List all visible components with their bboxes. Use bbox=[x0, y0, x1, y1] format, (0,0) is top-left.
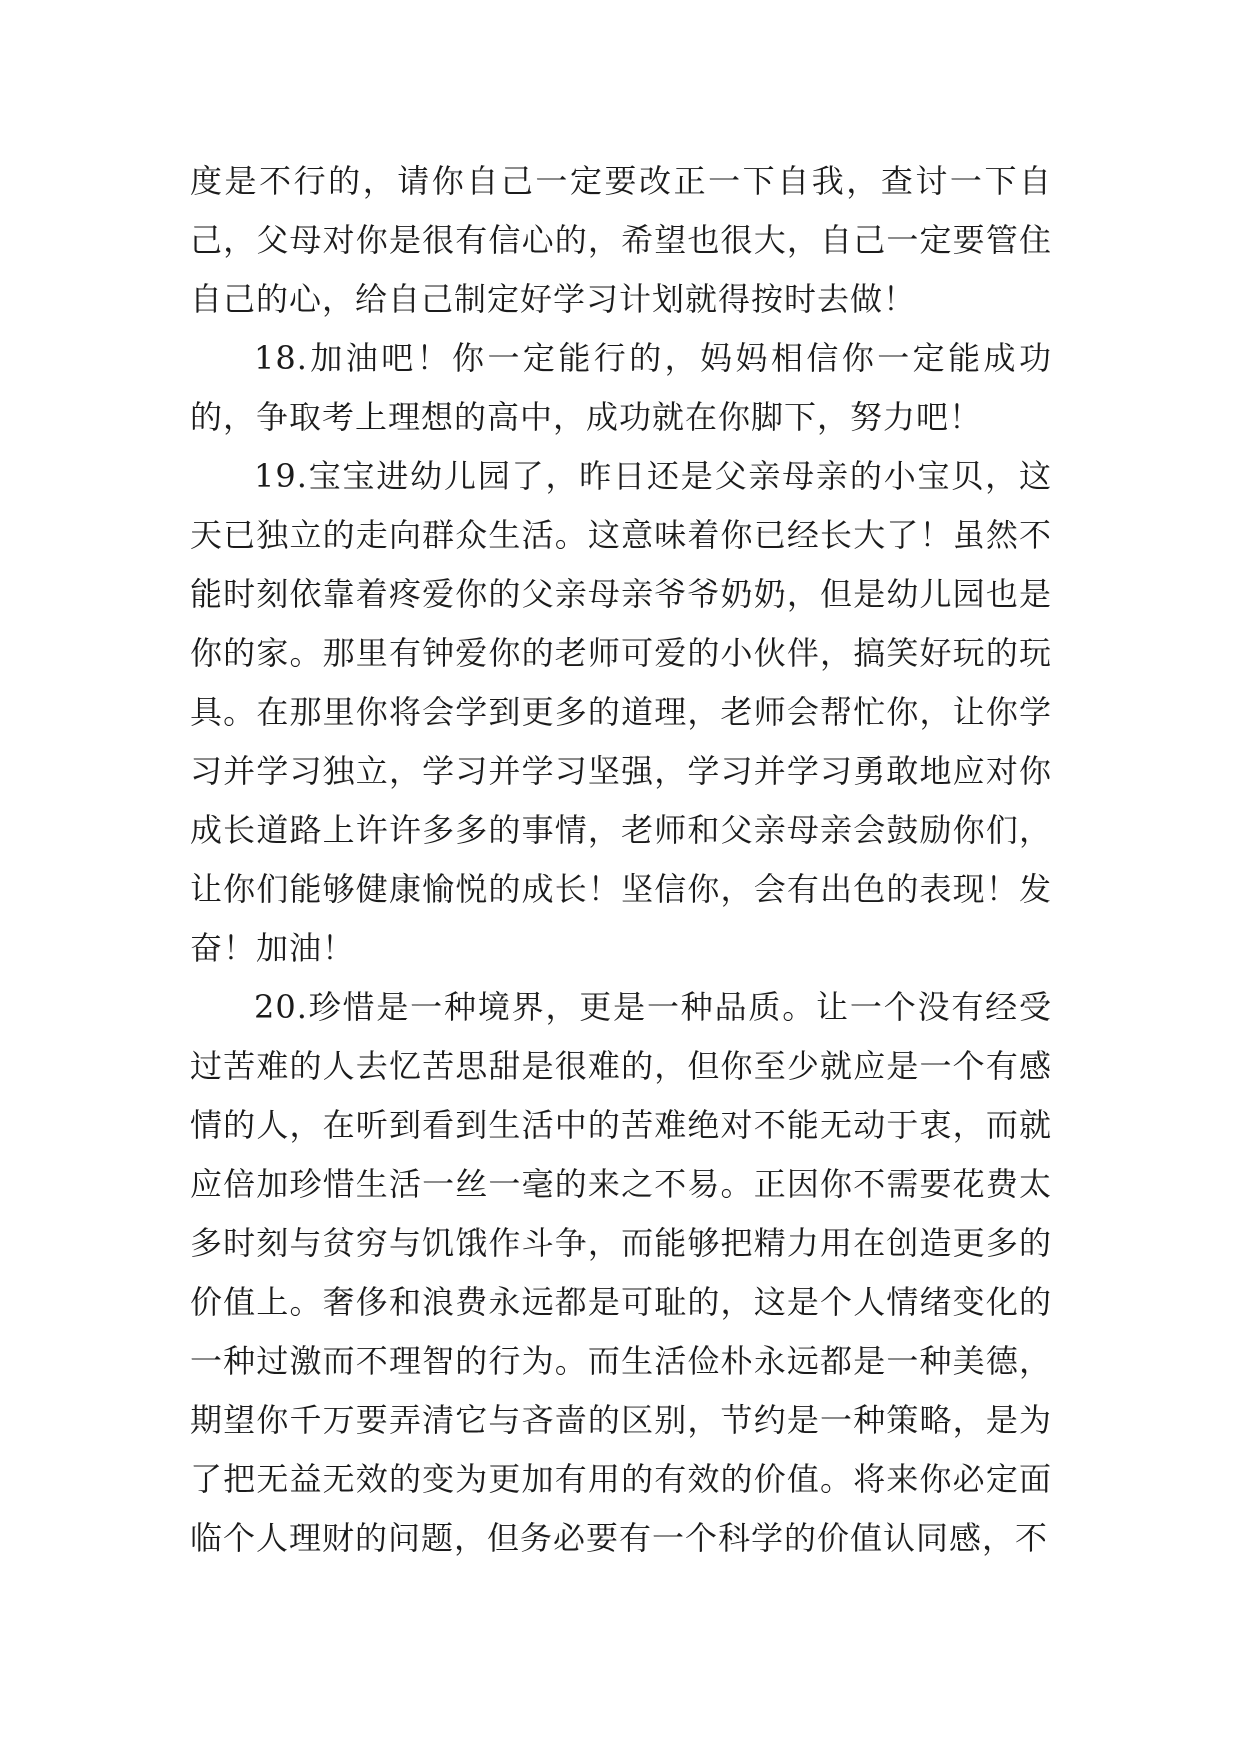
paragraph-18: 18.加油吧！你一定能行的，妈妈相信你一定能成功的，争取考上理想的高中，成功就在你脚下，努力吧！ bbox=[190, 339, 1052, 436]
paragraph-19: 19.宝宝进幼儿园了，昨日还是父亲母亲的小宝贝，这天已独立的走向群众生活。这意味着你已经长大了！虽然不能时刻依靠着疼爱你的父亲母亲爷爷奶奶，但是幼儿园也是你的家。那里有钟爱你的老师可爱的小伙伴，搞笑好玩的玩具。在那里你将会学到更多的道理，老师会帮忙你，让你学习并学习独立，学习并学习坚强，学习并学习勇敢地应对你成长道路上许许多多的事情，老师和父亲母亲会鼓励你们，让你们能够健康愉悦的成长！坚信你，会有出色的表现！发奋！加油！ bbox=[190, 457, 1052, 967]
paragraph-20: 20.珍惜是一种境界，更是一种品质。让一个没有经受过苦难的人去忆苦思甜是很难的，但你至少就应是一个有感情的人，在听到看到生活中的苦难绝对不能无动于衷，而就应倍加珍惜生活一丝一毫的来之不易。正因你不需要花费太多时刻与贫穷与饥饿作斗争，而能够把精力用在创造更多的价值上。奢侈和浪费永远都是可耻的，这是个人情绪变化的一种过激而不理智的行为。而生活俭朴永远都是一种美德，期望你千万要弄清它与吝啬的区别，节约是一种策略，是为了把无益无效的变为更加有用的有效的价值。将来你必定面临个人理财的问题，但务必要有一个科学的价值认同感，不 bbox=[190, 988, 1052, 1557]
document-body bbox=[190, 152, 1052, 1568]
paragraph-continuation: 度是不行的，请你自己一定要改正一下自我，查讨一下自己，父母对你是很有信心的，希望也很大，自己一定要管住自己的心，给自己制定好学习计划就得按时去做！ bbox=[190, 162, 1052, 318]
